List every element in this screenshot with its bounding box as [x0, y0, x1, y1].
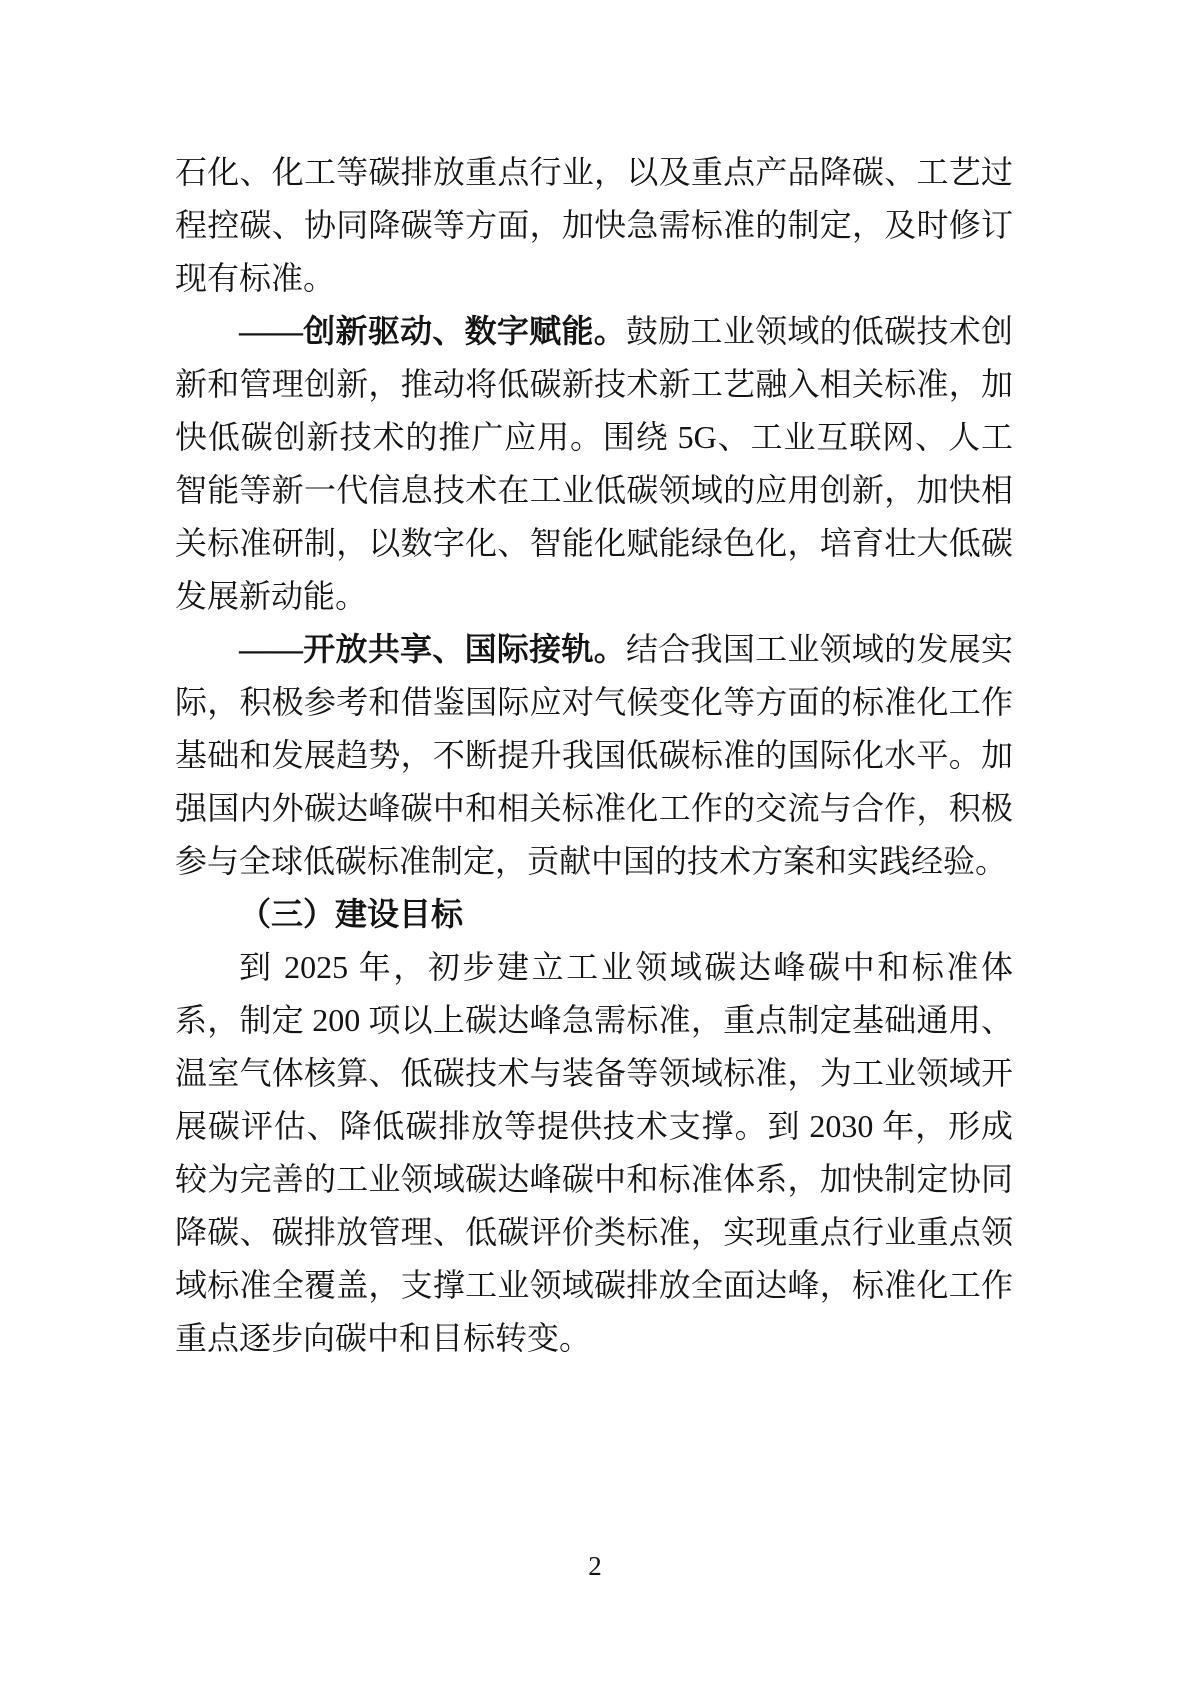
- page-footer: [0, 1550, 1190, 1582]
- paragraph-text: 鼓励工业领域的低碳技术创新和管理创新，推动将低碳新技术新工艺融入相关标准，加快低碳创新技术的推广应用。围绕 5G、工业互联网、人工智能等新一代信息技术在工业低碳领域的应用创新，加快相关标准研制，以数字化、智能化赋能绿色化，培育壮大低碳发展新动能。: [175, 313, 1013, 614]
- document-body: [175, 146, 1013, 1365]
- page-number: 2: [588, 1551, 602, 1581]
- section-heading-goals: [175, 888, 1013, 941]
- section-heading-text: （三）建设目标: [239, 896, 464, 932]
- paragraph-text: 结合我国工业领域的发展实际，积极参考和借鉴国际应对气候变化等方面的标准化工作基础和发展趋势，不断提升我国低碳标准的国际化水平。加强国内外碳达峰碳中和相关标准化工作的交流与合作，积极参与全球低碳标准制定，贡献中国的技术方案和实践经验。: [175, 631, 1013, 879]
- paragraph-goals: [175, 941, 1013, 1365]
- paragraph-principle-openness: [175, 623, 1013, 888]
- paragraph-lead: ——开放共享、国际接轨。: [239, 631, 626, 667]
- paragraph-principle-innovation: [175, 305, 1013, 623]
- paragraph-lead: ——创新驱动、数字赋能。: [239, 313, 626, 349]
- paragraph-continuation: [175, 146, 1013, 305]
- paragraph-text: 石化、化工等碳排放重点行业，以及重点产品降碳、工艺过程控碳、协同降碳等方面，加快急需标准的制定，及时修订现有标准。: [175, 154, 1013, 296]
- paragraph-text: 到 2025 年，初步建立工业领域碳达峰碳中和标准体系，制定 200 项以上碳达峰急需标准，重点制定基础通用、温室气体核算、低碳技术与装备等领域标准，为工业领域开展碳评估、降低碳排放等提供技术支撑。到 2030 年，形成较为完善的工业领域碳达峰碳中和标准体系，加快制定协同降碳、碳排放管理、低碳评价类标准，实现重点行业重点领域标准全覆盖，支撑工业领域碳排放全面达峰，标准化工作重点逐步向碳中和目标转变。: [175, 949, 1013, 1356]
